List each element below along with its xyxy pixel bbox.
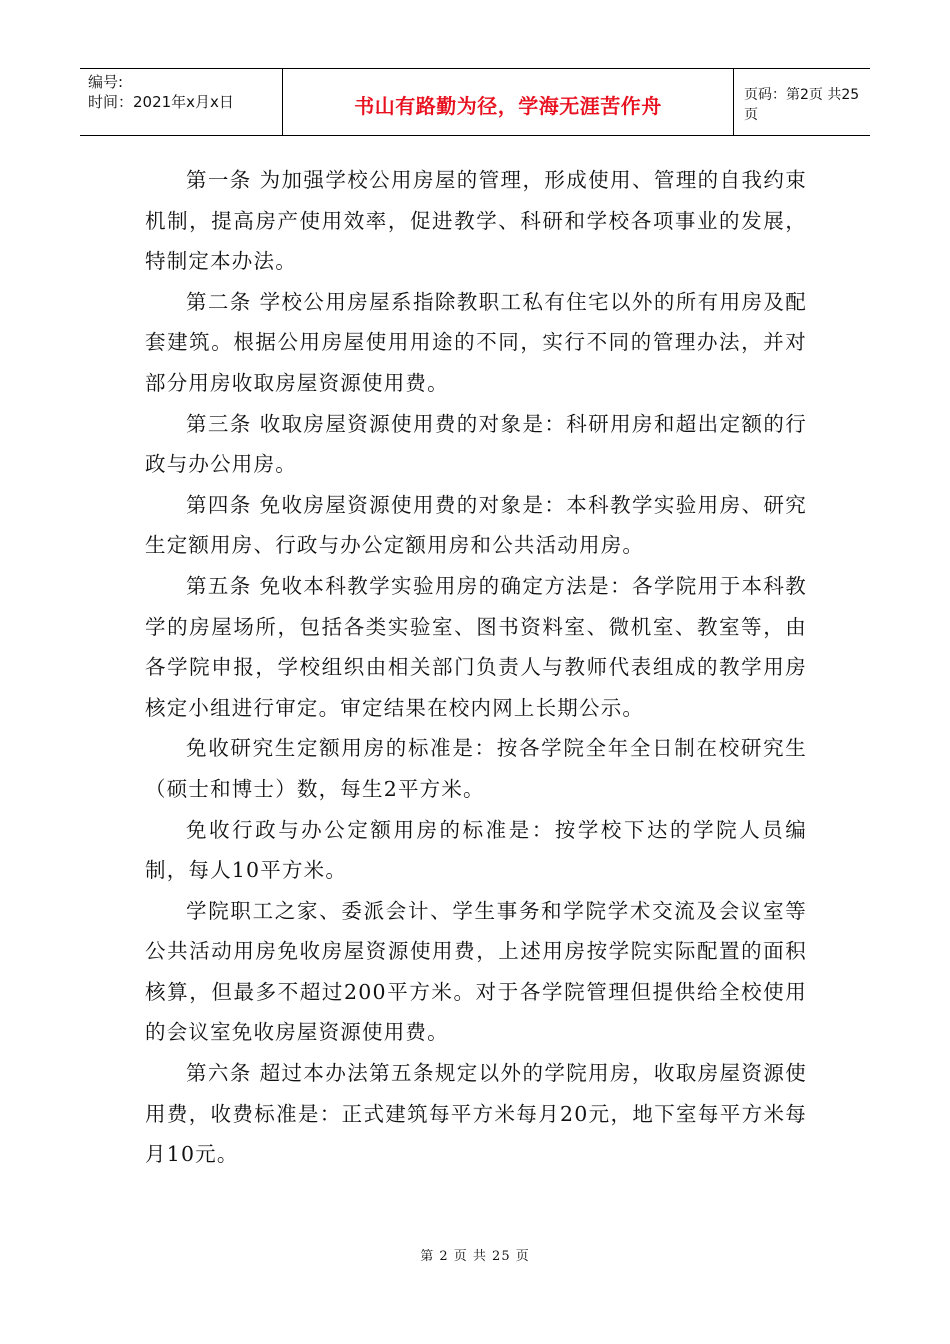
page-footer: 第 2 页 共 25 页 [420, 1249, 530, 1264]
article-6-paragraph: 第六条 超过本办法第五条规定以外的学院用房，收取房屋资源使用费，收费标准是：正式建筑每平方米每月20元，地下室每平方米每月10元。 [145, 1061, 807, 1167]
article-3-paragraph: 第三条 收取房屋资源使用费的对象是：科研用房和超出定额的行政与办公用房。 [145, 411, 807, 477]
article-5-paragraph: 第五条 免收本科教学实验用房的确定方法是：各学院用于本科教学的房屋场所，包括各类实验室、图书资料室、微机室、教室等，由各学院申报，学校组织由相关部门负责人与教师代表组成的教学用房核定小组进行审定。审定结果在校内网上长期公示。 [145, 573, 807, 720]
header-motto: 书山有路勤为径，学海无涯苦作舟 [283, 69, 734, 135]
public-activity-paragraph: 学院职工之家、委派会计、学生事务和学院学术交流及会议室等公共活动用房免收房屋资源使用费，上述用房按学院实际配置的面积核算，但最多不超过200平方米。对于各学院管理但提供给全校使用的会议室免收房屋资源使用费。 [145, 898, 807, 1045]
header-page-info: 页码：第2页 共25页 [744, 87, 860, 123]
document-body [145, 160, 807, 1175]
article-4-paragraph: 第四条 免收房屋资源使用费的对象是：本科教学实验用房、研究生定额用房、行政与办公定额用房和公共活动用房。 [145, 492, 807, 558]
graduate-quota-paragraph: 免收研究生定额用房的标准是：按各学院全年全日制在校研究生（硕士和博士）数，每生2平方米。 [145, 736, 807, 801]
document-time-label: 时间：2021年x月x日 [88, 93, 234, 111]
article-2-paragraph: 第二条 学校公用房屋系指除教职工私有住宅以外的所有用房及配套建筑。根据公用房屋使用用途的不同，实行不同的管理办法，并对部分用房收取房屋资源使用费。 [145, 289, 807, 395]
header-meta-cell [80, 69, 283, 135]
admin-quota-paragraph: 免收行政与办公定额用房的标准是：按学校下达的学院人员编制，每人10平方米。 [145, 817, 807, 883]
article-1-paragraph: 第一条 为加强学校公用房屋的管理，形成使用、管理的自我约束机制，提高房产使用效率，促进教学、科研和学校各项事业的发展，特制定本办法。 [145, 168, 807, 274]
document-number-label: 编号: [88, 73, 124, 91]
page-header [80, 68, 870, 136]
